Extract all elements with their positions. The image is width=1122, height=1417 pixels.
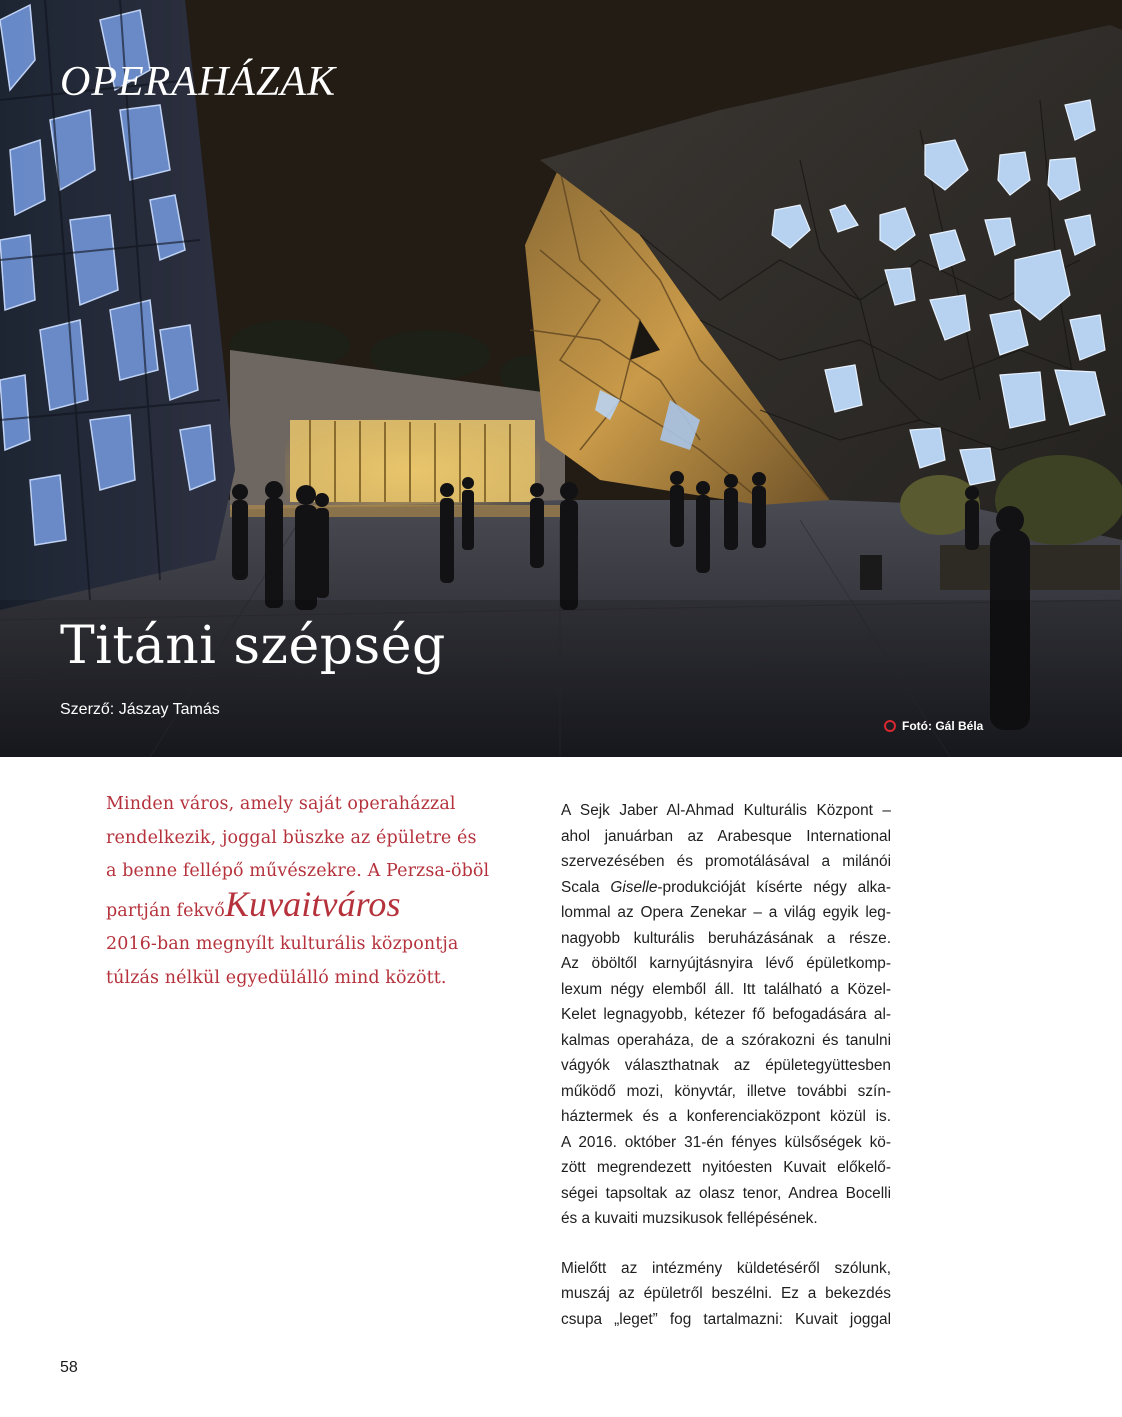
lead-line: túlzás nélkül egyedülálló mind között. [106,967,447,988]
lead-line: rendelkezik, joggal büszke az épületre és [106,827,477,848]
body-line: A Sejk Jaber Al-Ahmad Kulturális Központ – [561,802,891,819]
article-title: Titáni szépség [60,616,446,676]
lead-line-with-highlight [106,883,526,929]
section-label: OPERAHÁZAK [60,59,336,105]
lead-line: partján fekvő [106,900,225,921]
body-paragraph [561,1256,891,1333]
body-line-with-title [561,875,891,901]
body-line: lommal az Opera Zenekar – a világ egyik leg- [561,904,891,921]
body-line: és a kuvaiti muzsikusok fellépésének. [561,1210,818,1227]
body-column [561,798,891,1332]
body-line: vágyók választhatnak az épületegyüttesben [561,1057,891,1074]
credit-circle-icon [884,720,896,732]
body-line: működő mozi, könyvtár, illetve további szín- [561,1082,891,1100]
body-line: muszáj az épületről beszélni. Ez a bekezdés [561,1285,891,1302]
lead-highlight-city: Kuvaitváros [224,883,401,924]
author-byline: Szerző: Jászay Tamás [60,701,220,718]
body-line: Mielőtt az intézmény küldetéséről szólunk, [561,1259,891,1277]
body-line: Az öböltől karnyújtásnyira lévő épületkomp- [561,955,891,972]
body-line: A 2016. október 31-én fényes külsőségek kö- [561,1133,891,1151]
body-text: Scala [561,878,611,896]
lead-line: a benne fellépő művészekre. A Perzsa-öböl [106,861,490,881]
photo-credit-text: Fotó: Gál Béla [902,719,984,733]
page-number: 58 [60,1359,78,1376]
body-line: kalmas operaháza, de a szórakozni és tanulni [561,1031,891,1049]
photo-credit [884,719,983,733]
lead-paragraph [106,788,526,995]
body-line: szervezésében és promotálásával a milánói [561,853,891,870]
work-title: Giselle [610,878,658,896]
body-line: csupa „leget” fog tartalmazni: Kuvait joggal [561,1310,891,1328]
body-line: ségei tapsoltak az olasz tenor, Andrea Bocelli [561,1184,891,1202]
body-text: -produkcióját kísérte négy alka- [657,878,891,896]
body-line: ahol januárban az Arabesque International [561,827,891,845]
body-paragraph [561,798,891,1232]
lead-line: Minden város, amely saját operaházzal [106,794,456,814]
body-line: Kelet legnagyobb, kétezer fő befogadására al- [561,1006,891,1023]
body-line: nagyobb kulturális beruházásának a része. [561,929,891,947]
lead-line: 2016-ban megnyílt kulturális központja [106,934,459,954]
body-line: lexum négy elemből áll. Itt található a Közel- [561,980,891,998]
body-line: zött megrendezett nyitóesten Kuvait előkelő- [561,1159,891,1176]
body-line: háztermek és a konferenciaközpont közül is. [561,1108,891,1125]
